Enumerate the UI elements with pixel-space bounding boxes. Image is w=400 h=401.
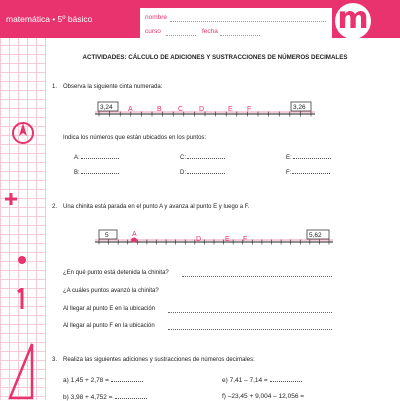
answer-line-q2-1[interactable] [182,276,332,277]
answer-line-q2-3[interactable] [168,329,332,330]
answer-c[interactable]: C: [180,153,225,161]
answer-line-q2-2[interactable] [168,312,332,313]
question-1-prompt: Observa la siguiente cinta numerada: [63,84,163,90]
line-2-point-e-label: E [225,236,230,243]
point-b-label: B [157,106,162,113]
exercise-b[interactable]: b) 3,98 + 4,752 = [63,393,147,401]
set-square-icon [6,340,36,400]
exercise-e[interactable]: e) 7,41 – 7,14 = [222,376,302,384]
answer-d[interactable]: D: [180,168,225,176]
question-2-number: 2. [52,204,58,210]
exercise-a[interactable]: a) 1,45 + 2,78 = [63,376,143,384]
course-label: curso [145,28,161,35]
answer-f[interactable]: F: [286,168,330,176]
sidebar-grid [0,0,46,400]
decimal-point-icon [12,250,32,270]
question-2-prompt: Una chinita está parada en el punto A y avanza al punto E y luego a F. [63,204,250,210]
page-title: ACTIVIDADES: CÁLCULO DE ADICIONES Y SUSTRACCIONES DE NÚMEROS DECIMALES [82,54,348,61]
line-1-end-value: 3,26 [293,104,306,111]
question-1-number: 1. [52,84,58,90]
question-3-prompt: Realiza las siguientes adiciones y sustracciones de números decimales: [63,357,255,363]
point-e-label: E [228,106,233,113]
point-f-label: F [247,106,252,113]
digit-one-icon [12,288,28,310]
line-2-end-value: 5,62 [309,232,322,239]
brand-logo [335,3,371,39]
course-field[interactable] [166,35,196,36]
logo-letter: m [337,1,369,36]
question-1-instruction: Indica los números que están ubicados en los puntos: [63,135,207,141]
question-3-number: 3. [52,357,58,363]
plus-icon [4,192,18,206]
question-2-line2: Al llegar al punto F en la ubicación [63,323,155,329]
date-label: fecha [202,28,218,35]
point-d-label: D [199,106,205,113]
answer-a[interactable]: A: [74,153,119,161]
question-2-line1: Al llegar al punto E en la ubicación [63,306,156,312]
exercise-f[interactable]: f) –23,45 + 9,004 – 12,056 = [222,393,305,400]
line-2-point-f-label: F [243,236,248,243]
point-c-label: C [178,106,184,113]
line-2-point-d-label: D [196,236,202,243]
ladybug-icon [131,238,137,243]
line-2-point-a-label: A [132,231,137,238]
number-line-1 [95,98,315,124]
line-1-start-value: 3,24 [100,104,113,111]
compass-icon [8,118,38,148]
student-info-box [140,8,332,38]
answer-e[interactable]: E: [286,153,331,161]
answer-b[interactable]: B: [74,168,119,176]
name-label: nombre [145,14,168,21]
name-field[interactable] [170,21,326,22]
number-line-2 [95,228,335,248]
point-a-label: A [128,106,133,113]
question-2-q1: ¿En qué punto está detenida la chinita? [63,270,169,276]
subject-label: matemática • 5º básico [6,14,93,24]
line-2-start-value: 5 [105,232,109,239]
question-2-q2: ¿A cuáles puntos avanzó la chinita? [63,288,159,294]
date-field[interactable] [220,35,260,36]
